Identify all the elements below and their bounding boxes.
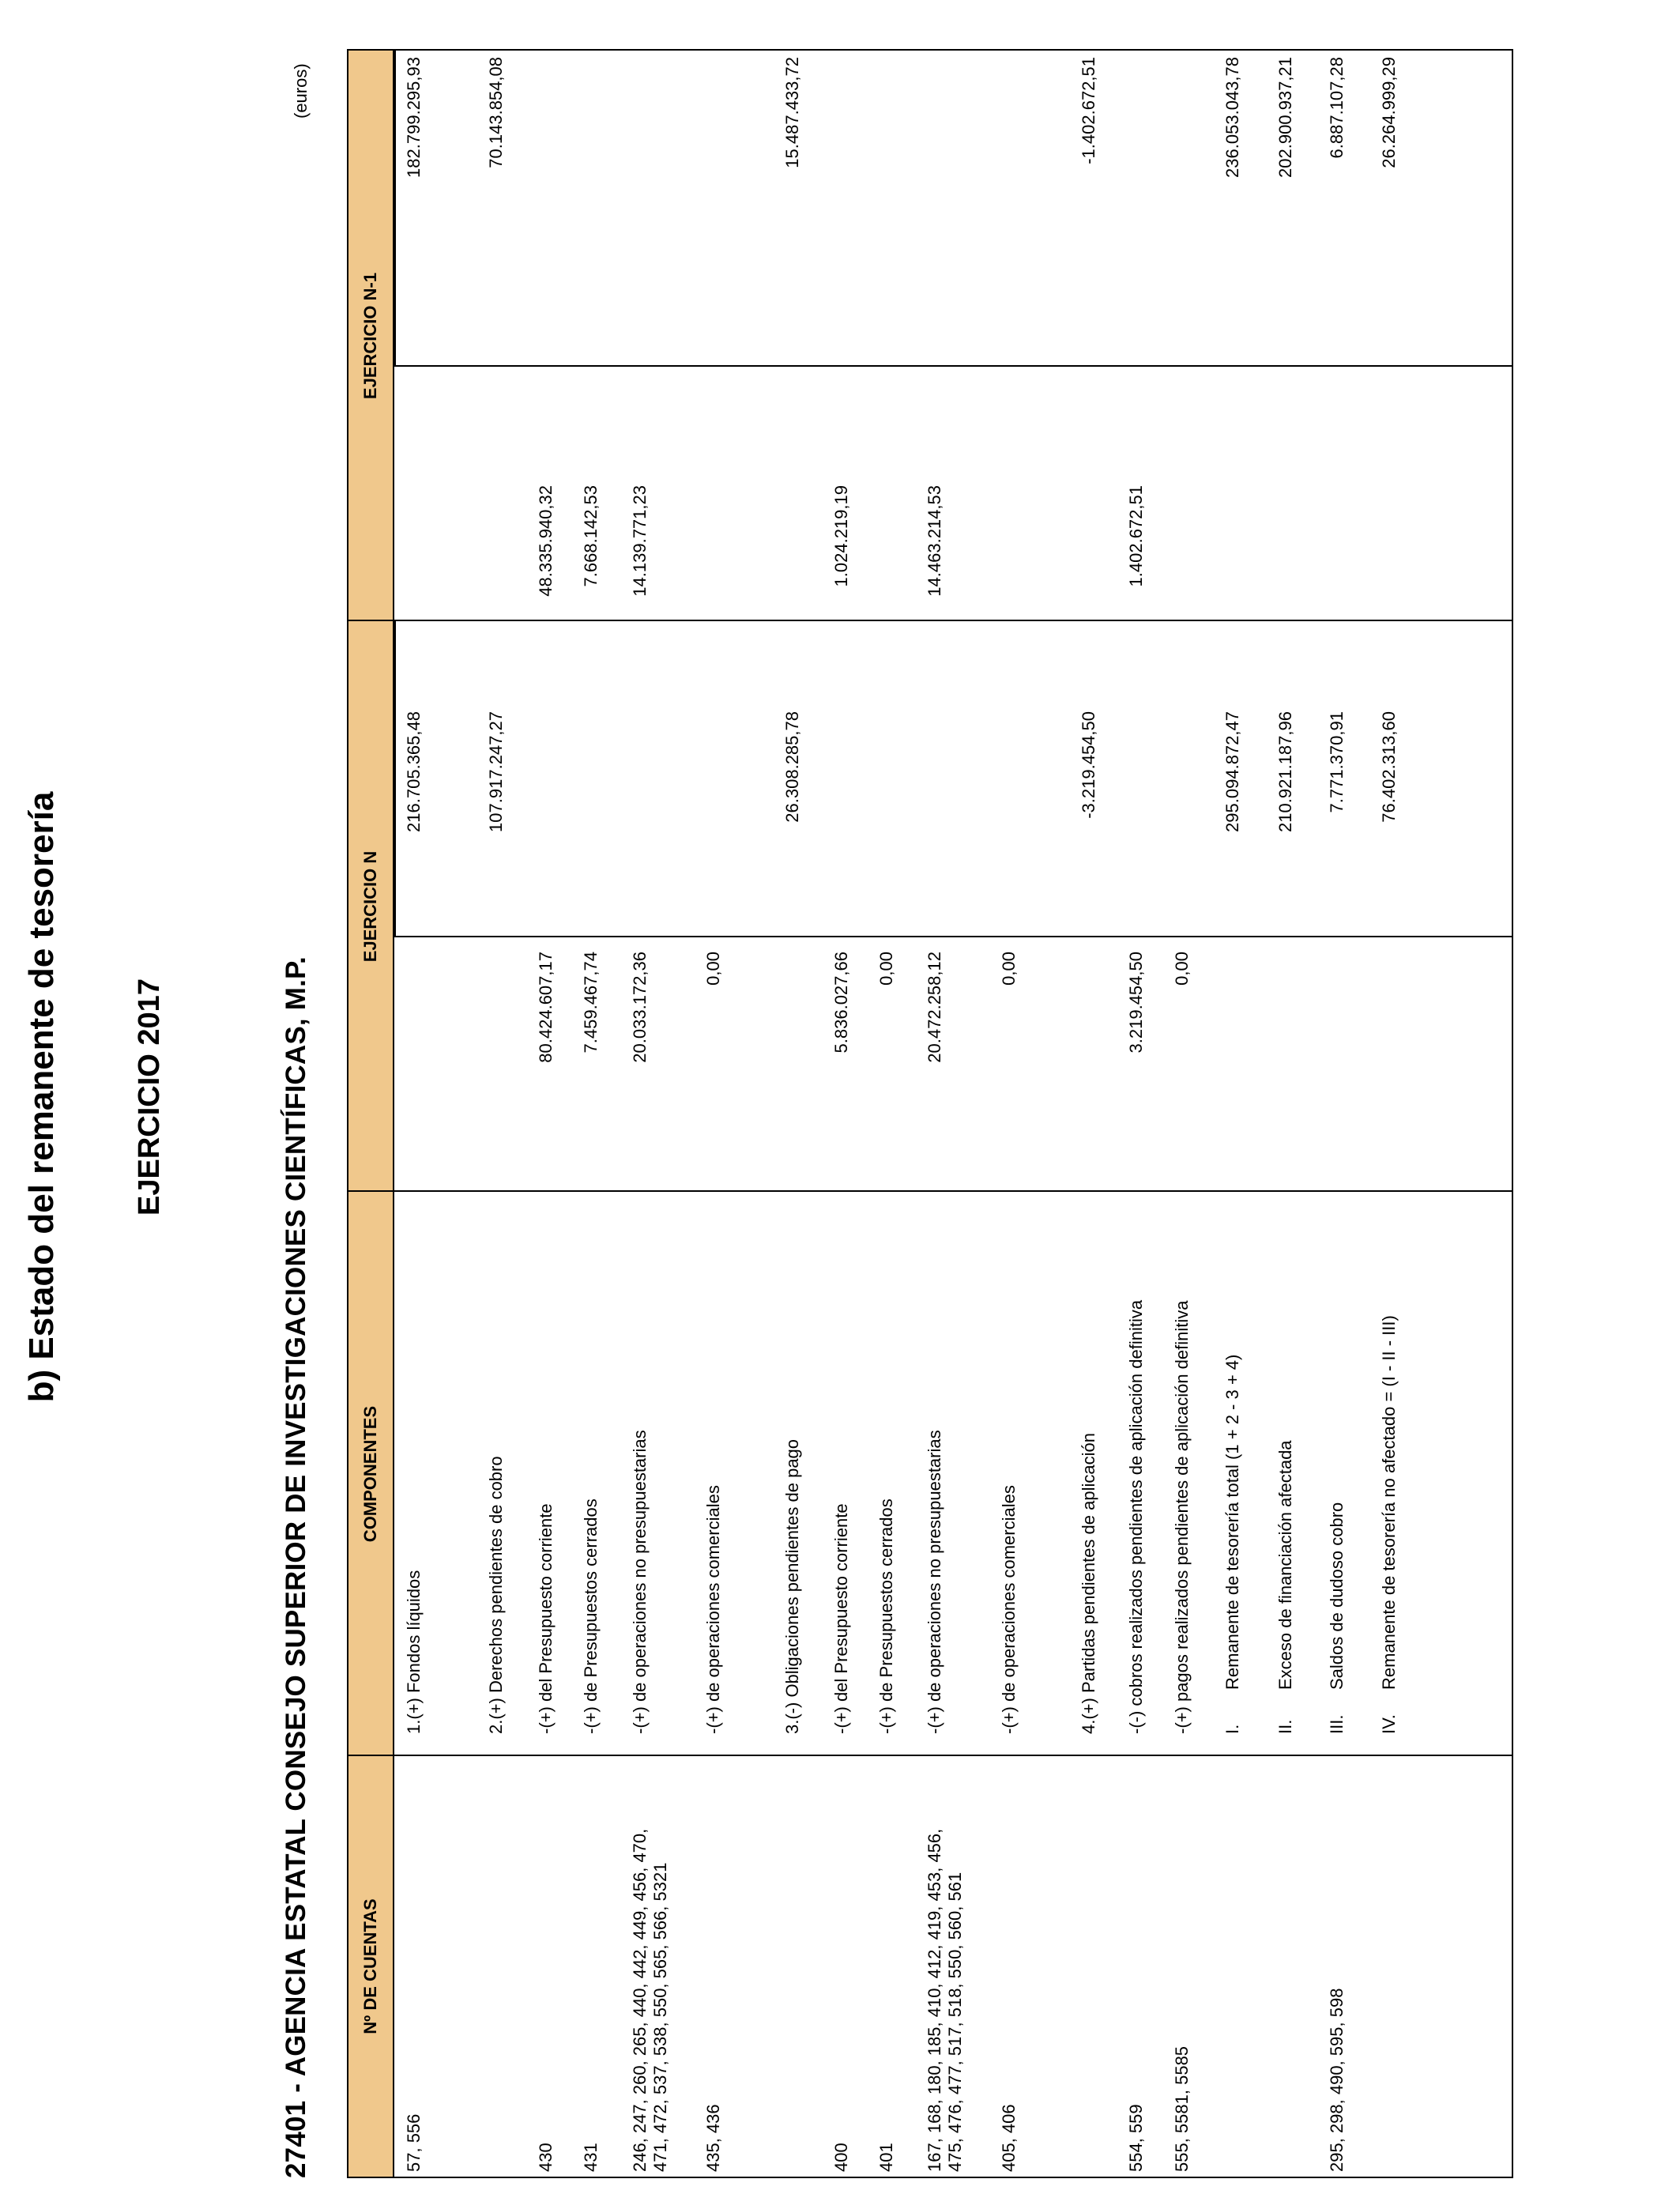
- year-n-detail-value: 80.424.607,17: [536, 952, 556, 1063]
- year-n1-detail-value: 14.463.214,53: [925, 485, 944, 597]
- header-year-n: EJERCICIO N: [348, 621, 394, 1192]
- year-n1-total-value: 182.799.295,93: [404, 57, 424, 178]
- year-n1-total-value: 15.487.433,72: [782, 57, 802, 168]
- component-label: -(+) del Presupuesto corriente: [831, 1503, 851, 1734]
- account-numbers: 295, 298, 490, 595, 598: [1327, 1988, 1347, 2172]
- roman-numeral: III.: [1327, 1714, 1347, 1734]
- year-n-detail-value: 0,00: [999, 952, 1019, 986]
- roman-numeral: IV.: [1379, 1714, 1399, 1734]
- account-numbers: 167, 168, 180, 185, 410, 412, 419, 453, 456, 475, 476, 477, 517, 518, 550, 560, 561: [925, 1828, 965, 2172]
- year-n-total-value: 216.705.365,48: [404, 711, 424, 832]
- year-n-detail-value: 0,00: [876, 952, 896, 986]
- year-n-total-value: -3.219.454,50: [1079, 711, 1098, 819]
- year-n1-detail-value: 14.139.771,23: [630, 485, 650, 597]
- component-label: -(+) de operaciones no presupuestarias: [630, 1430, 650, 1734]
- header-accounts: Nº DE CUENTAS: [348, 1756, 394, 2177]
- component-label: [1222, 1355, 1243, 1734]
- roman-numeral: II.: [1275, 1719, 1295, 1734]
- year-n-total-value: 7.771.370,91: [1327, 711, 1347, 813]
- year-n1-total-value: 202.900.937,21: [1275, 57, 1295, 178]
- component-label: -(-) cobros realizados pendientes de aplicación definitiva: [1126, 1299, 1146, 1734]
- divider-components: [348, 1190, 1512, 1192]
- year-n1-detail-value: 7.668.142,53: [581, 485, 601, 587]
- component-text: Remanente de tesorería no afectado = (I - II - III): [1379, 1315, 1399, 1690]
- year-n1-total-value: 70.143.854,08: [486, 57, 506, 168]
- component-label: 4.(+) Partidas pendientes de aplicación: [1079, 1433, 1098, 1734]
- detail-rule-year-n1: [394, 51, 396, 367]
- year-n1-total-value: 26.264.999,29: [1379, 57, 1399, 168]
- treasury-remainder-table: [347, 49, 1513, 2178]
- account-numbers: 405, 406: [999, 2104, 1019, 2172]
- account-numbers: 57, 556: [404, 2113, 424, 2172]
- year-n-detail-value: 5.836.027,66: [831, 952, 851, 1054]
- year-n-total-value: 76.402.313,60: [1379, 711, 1399, 823]
- header-year-n1: EJERCICIO N-1: [348, 51, 394, 621]
- component-label: 3.(-) Obligaciones pendientes de pago: [782, 1438, 802, 1734]
- detail-rule-year-n: [394, 621, 396, 937]
- divider-year-n1-detail: [394, 365, 1512, 367]
- account-numbers: 554, 559: [1126, 2104, 1146, 2172]
- year-n-detail-value: 3.219.454,50: [1126, 952, 1146, 1054]
- component-text: Remanente de tesorería total (1 + 2 - 3 + 4): [1222, 1354, 1242, 1690]
- account-numbers: 246, 247, 260, 265, 440, 442, 449, 456, 470, 471, 472, 537, 538, 550, 565, 566, 5321: [630, 1828, 670, 2172]
- year-n-detail-value: 20.472.258,12: [925, 952, 944, 1063]
- component-label: -(+) del Presupuesto corriente: [536, 1503, 556, 1734]
- component-label: 2.(+) Derechos pendientes de cobro: [486, 1456, 506, 1734]
- year-n-detail-value: 20.033.172,36: [630, 952, 650, 1063]
- roman-numeral: I.: [1222, 1724, 1242, 1734]
- year-n-total-value: 210.921.187,96: [1275, 711, 1295, 832]
- header-components: COMPONENTES: [348, 1192, 394, 1756]
- component-label: [1327, 1502, 1347, 1734]
- year-n1-detail-value: 1.024.219,19: [831, 485, 851, 587]
- component-label: -(+) de Presupuestos cerrados: [581, 1498, 601, 1734]
- divider-year-n-detail: [394, 936, 1512, 937]
- component-label: [1379, 1315, 1399, 1734]
- year-n-detail-value: 0,00: [703, 952, 723, 986]
- currency-unit: (euros): [291, 63, 311, 119]
- divider-accounts: [348, 1755, 1512, 1756]
- year-n-detail-value: 0,00: [1172, 952, 1192, 986]
- year-n1-detail-value: 48.335.940,32: [536, 485, 556, 597]
- component-label: [1275, 1440, 1296, 1734]
- year-n-detail-value: 7.459.467,74: [581, 952, 601, 1054]
- page-title: b) Estado del remanente de tesorería: [22, 791, 61, 1403]
- year-n-total-value: 295.094.872,47: [1222, 711, 1242, 832]
- year-n-total-value: 26.308.285,78: [782, 711, 802, 823]
- entity-heading: 27401 - AGENCIA ESTATAL CONSEJO SUPERIOR DE INVESTIGACIONES CIENTÍFICAS, M.P.: [281, 956, 311, 2178]
- account-numbers: 555, 5581, 5585: [1172, 2045, 1192, 2172]
- year-heading: EJERCICIO 2017: [133, 978, 166, 1216]
- component-label: -(+) pagos realizados pendientes de aplicación definitiva: [1172, 1300, 1192, 1734]
- year-n1-total-value: 236.053.043,78: [1222, 57, 1242, 178]
- account-numbers: 401: [876, 2143, 896, 2172]
- component-label: 1.(+) Fondos líquidos: [404, 1570, 424, 1734]
- account-numbers: 435, 436: [703, 2104, 723, 2172]
- year-n1-total-value: 6.887.107,28: [1327, 57, 1347, 159]
- year-n1-detail-value: 1.402.672,51: [1126, 485, 1146, 587]
- component-label: -(+) de operaciones comerciales: [999, 1485, 1019, 1734]
- component-label: -(+) de operaciones comerciales: [703, 1485, 723, 1734]
- component-text: Exceso de financiación afectada: [1275, 1440, 1295, 1690]
- component-label: -(+) de Presupuestos cerrados: [876, 1498, 896, 1734]
- account-numbers: 430: [536, 2143, 556, 2172]
- account-numbers: 431: [581, 2143, 601, 2172]
- year-n1-total-value: -1.402.672,51: [1079, 57, 1098, 164]
- component-text: Saldos de dudoso cobro: [1327, 1502, 1347, 1690]
- component-label: -(+) de operaciones no presupuestarias: [925, 1430, 944, 1734]
- account-numbers: 400: [831, 2143, 851, 2172]
- year-n-total-value: 107.917.247,27: [486, 711, 506, 832]
